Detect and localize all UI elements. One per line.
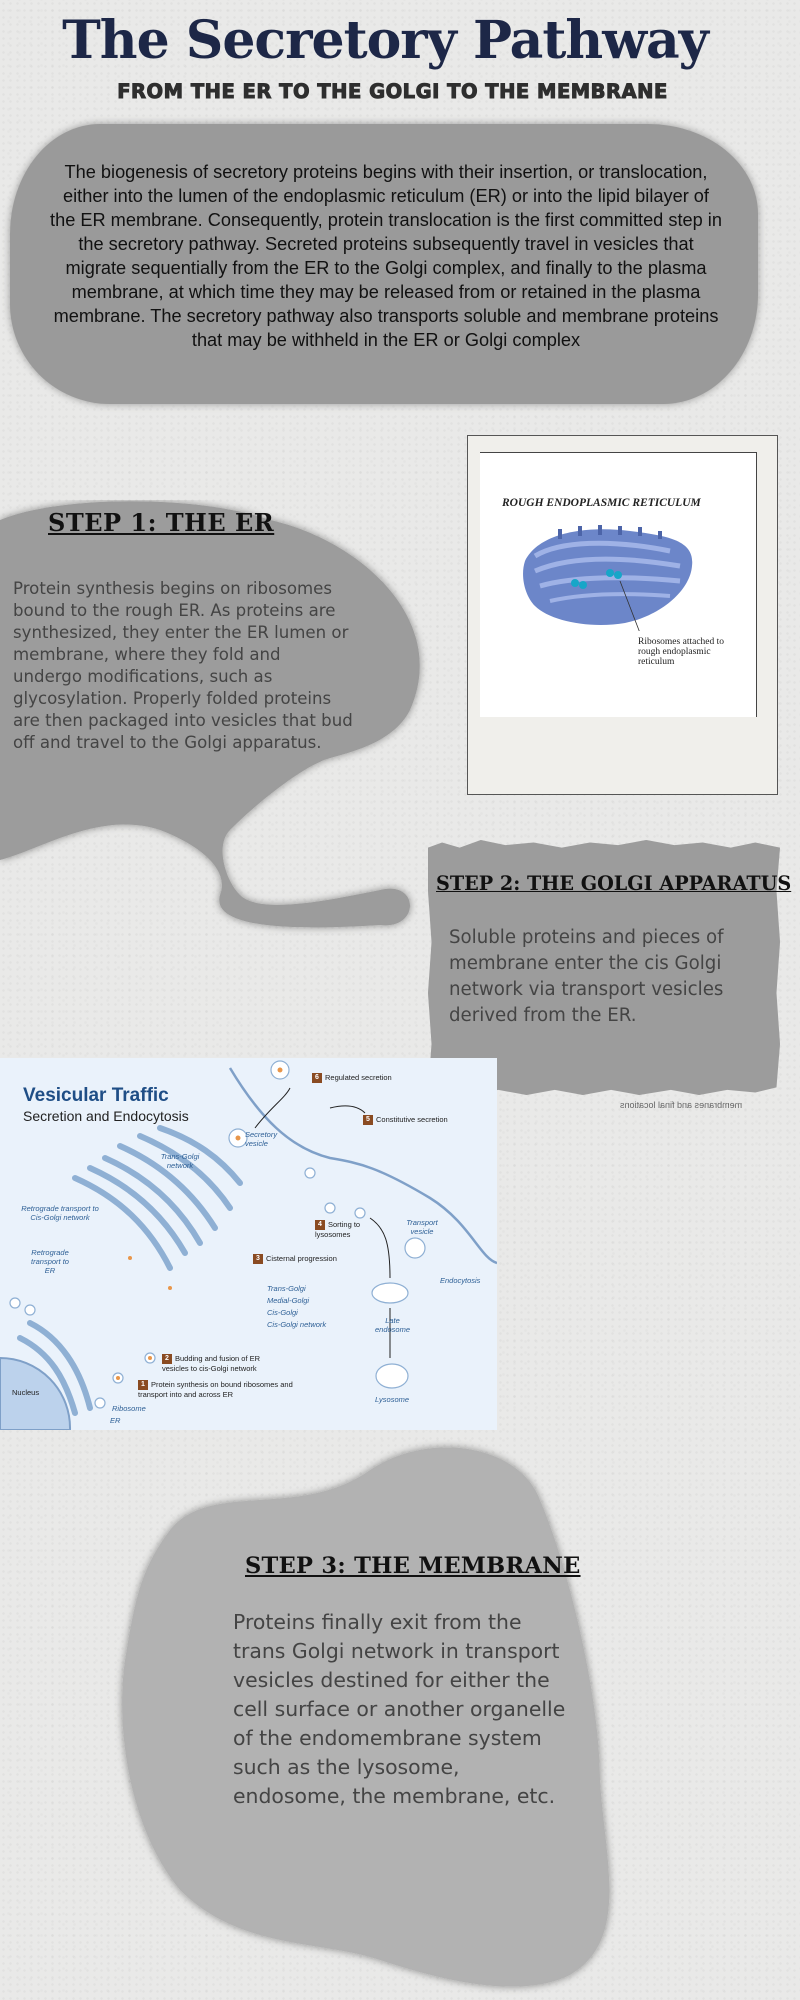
label-lysosome: Lysosome (375, 1395, 410, 1404)
diagram-subtitle: Secretion and Endocytosis (23, 1108, 189, 1124)
num-3: 3 (253, 1254, 263, 1264)
rough-er-label: Ribosomes attached to rough endoplasmic reticulum (638, 637, 725, 667)
step1-heading: STEP 1: THE ER (48, 508, 275, 537)
label-transport-vesicle: Transport vesicle (406, 1218, 438, 1236)
diagram-title: Vesicular Traffic (23, 1085, 169, 1106)
num-2: 2 (162, 1354, 172, 1364)
label-budding: 2 Budding and fusion of ER vesicles to cis-Golgi network (162, 1354, 261, 1374)
rough-er-figure (480, 452, 757, 717)
label-er: ER (110, 1416, 121, 1425)
label-medial-golgi: Medial-Golgi (267, 1296, 310, 1305)
num-4: 4 (315, 1220, 325, 1230)
rough-er-illustration (520, 521, 700, 631)
rough-er-caption: ROUGH ENDOPLASMIC RETICULUM (502, 497, 701, 509)
label-regulated-secretion: 6 Regulated secretion (312, 1073, 392, 1083)
num-5: 5 (363, 1115, 373, 1125)
label-cisternal-progression: 3 Cisternal progression (253, 1254, 337, 1264)
intro-blob (10, 124, 758, 404)
label-cis-golgi: Cis-Golgi (267, 1308, 298, 1317)
label-trans-golgi-network: Trans-Golgi network (160, 1152, 200, 1170)
step2-text: Soluble proteins and pieces of membrane enter the cis Golgi network via transport vesicles derived from the ER. (449, 927, 724, 1026)
step3-text: Proteins finally exit from the trans Golgi network in transport vesicles destined for either the cell surface or another organelle of the endomembrane system such as the lysosome, endosome, the membrane, etc. (233, 1610, 566, 1808)
label-trans-golgi: Trans-Golgi (267, 1284, 306, 1293)
label-cis-golgi-network: Cis-Golgi network (267, 1320, 327, 1329)
label-endocytosis: Endocytosis (440, 1276, 481, 1285)
num-1: 1 (138, 1380, 148, 1390)
label-protein-synthesis: 1 Protein synthesis on bound ribosomes and transport into and across ER (138, 1380, 293, 1400)
rough-er-image (467, 435, 778, 795)
page-subtitle: FROM THE ER TO THE GOLGI TO THE MEMBRANE (117, 80, 668, 103)
label-retrograde-er: Retrograde transport to ER (31, 1248, 69, 1275)
label-late-endosome: Late endosome (375, 1316, 411, 1334)
step3-heading: STEP 3: THE MEMBRANE (245, 1553, 581, 1579)
step1-text: Protein synthesis begins on ribosomes bound to the rough ER. As proteins are synthesized, they enter the ER lumen or membrane, where they fold and undergo modifications, such as glycosylation. Properly folded proteins are then packaged into vesicles that bud off and travel to the Golgi apparatus. (13, 579, 353, 752)
num-6: 6 (312, 1073, 322, 1083)
label-constitutive-secretion: 5 Constitutive secretion (363, 1115, 448, 1125)
vesicular-traffic-diagram (0, 1058, 497, 1430)
label-ribosome: Ribosome (112, 1404, 146, 1413)
label-retrograde-cis: Retrograde transport to Cis-Golgi network (21, 1204, 99, 1222)
label-nucleus: Nucleus (12, 1388, 40, 1397)
label-secretory-vesicle: Secretory vesicle (245, 1130, 278, 1148)
step2-heading: STEP 2: THE GOLGI APPARATUS (436, 872, 792, 895)
label-sorting: 4 Sorting to lysosomes (315, 1220, 361, 1240)
mirrored-text: membranes and final locations (620, 1100, 743, 1110)
intro-text: The biogenesis of secretory proteins begins with their insertion, or translocation, either into the lumen of the endoplasmic reticulum (ER) or into the lipid bilayer of the ER membrane. Consequently, protein translocation is the first committed step in the secretory pathway. Secreted proteins subsequently travel in vesicles that migrate sequentially from the ER to the Golgi complex, and finally to the plasma membrane, at which time they may be released from or retained in the plasma membrane. The secretory pathway also transports soluble and membrane proteins that may be withheld in the ER or Golgi complex (50, 162, 722, 350)
page-title: The Secretory Pathway (62, 10, 708, 71)
